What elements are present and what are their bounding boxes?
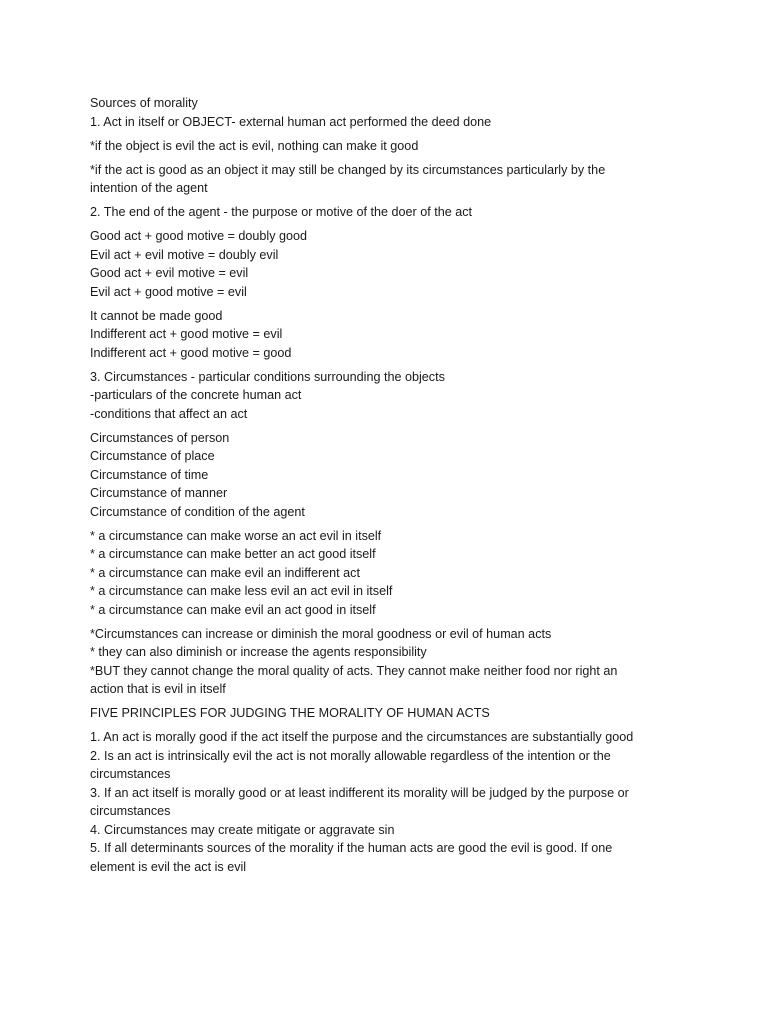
text-line: -particulars of the concrete human act [90,388,302,402]
document-body [90,94,680,882]
text-line: Indifferent act + good motive = good [90,345,292,360]
text-line: * a circumstance can make less evil an act evil in itself [90,584,393,598]
paragraph-circumstance-types [90,429,680,522]
text-line: Circumstance of manner [90,486,228,500]
text-line: circumstances [90,767,171,781]
paragraph-end-of-agent [90,203,680,222]
text-line: *if the object is evil the act is evil, nothing can make it good [90,138,419,153]
text-line: Evil act + evil motive = doubly evil [90,247,279,262]
text-line: 5. If all determinants sources of the morality if the human acts are good the evil is good. If one [90,841,613,855]
text-line: 3. If an act itself is morally good or at least indifferent its morality will be judged by the purpose or [90,785,629,800]
text-line: It cannot be made good [90,308,223,323]
text-line: 1. An act is morally good if the act itself the purpose and the circumstances are substantially good [90,730,634,744]
text-line: Evil act + good motive = evil [90,284,247,299]
text-line: -conditions that affect an act [90,406,248,421]
paragraph-circumstance-limits [90,625,680,699]
text-line: Circumstance of place [90,449,215,463]
text-line: intention of the agent [90,181,208,195]
text-line: Good act + evil motive = evil [90,266,249,280]
text-line: 2. The end of the agent - the purpose or motive of the doer of the act [90,205,473,219]
text-line: element is evil the act is evil [90,859,247,874]
paragraph-circumstances-definition [90,368,680,424]
section-heading-five-principles [90,704,680,723]
paragraph-object-good [90,161,680,198]
paragraph-motive-combinations [90,227,680,301]
text-line: * a circumstance can make evil an act good in itself [90,602,376,617]
paragraph-object-evil [90,137,680,156]
text-line: Circumstance of condition of the agent [90,504,305,519]
text-line: action that is evil in itself [90,682,226,696]
text-line: FIVE PRINCIPLES FOR JUDGING THE MORALITY OF HUMAN ACTS [90,706,490,720]
text-line: * a circumstance can make worse an act evil in itself [90,528,382,543]
text-line: * a circumstance can make better an act good itself [90,547,376,561]
text-line: circumstances [90,804,171,818]
text-line: Circumstance of time [90,467,209,482]
paragraph-sources-heading [90,94,680,131]
paragraph-indifferent-acts [90,307,680,363]
text-line: *Circumstances can increase or diminish the moral goodness or evil of human acts [90,626,552,641]
text-line: *BUT they cannot change the moral quality of acts. They cannot make neither food nor right an [90,663,618,678]
text-line: 2. Is an act is intrinsically evil the act is not morally allowable regardless of the intention or the [90,748,611,763]
text-line: 1. Act in itself or OBJECT- external human act performed the deed done [90,114,492,129]
text-line: Good act + good motive = doubly good [90,229,308,243]
text-line: 3. Circumstances - particular conditions surrounding the objects [90,369,445,384]
paragraph-five-principles-list [90,728,680,876]
text-line: 4. Circumstances may create mitigate or aggravate sin [90,822,395,837]
text-line: *if the act is good as an object it may still be changed by its circumstances particularly by the [90,162,606,177]
text-line: * they can also diminish or increase the agents responsibility [90,645,427,659]
text-line: Circumstances of person [90,430,230,445]
text-line: Indifferent act + good motive = evil [90,327,283,341]
text-line: Sources of morality [90,96,198,110]
paragraph-circumstance-effects [90,527,680,620]
text-line: * a circumstance can make evil an indifferent act [90,565,360,580]
